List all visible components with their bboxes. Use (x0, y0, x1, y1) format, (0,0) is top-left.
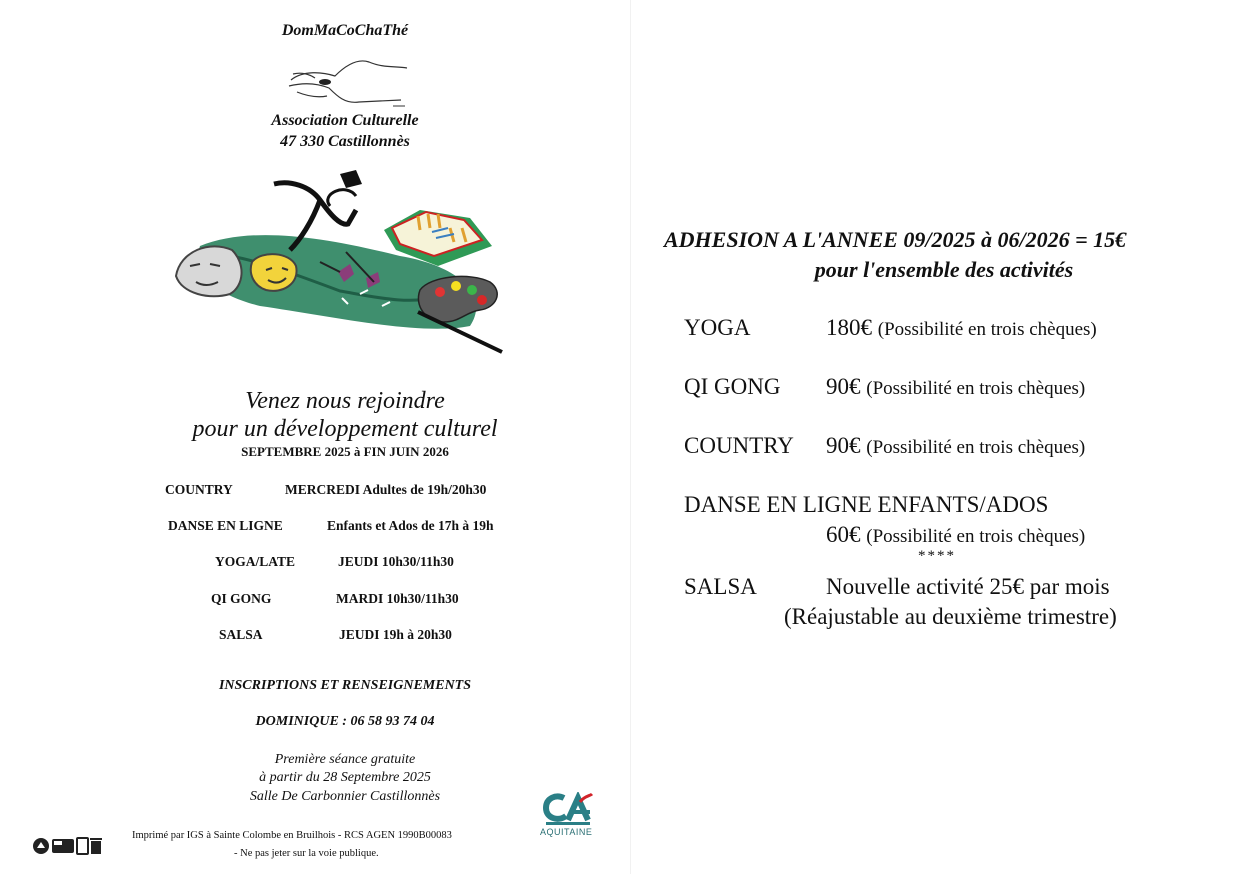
tagline-line-2: pour un développement culturel (192, 416, 498, 442)
activity-price-row (826, 522, 1085, 548)
activity-name: DANSE EN LIGNE ENFANTS/ADOS (684, 492, 1049, 517)
activity-payment-note: (Possibilité en trois chèques) (866, 378, 1086, 399)
activity-price: 180€ (826, 315, 872, 340)
membership-fee: ADHESION A L'ANNEE 09/2025 à 06/2026 = 15€ (664, 227, 1127, 252)
hand-logo-icon (283, 52, 413, 110)
credit-agricole-logo-icon (540, 792, 596, 826)
schedule-time: JEUDI 19h à 20h30 (339, 627, 452, 642)
activity-name: COUNTRY (684, 433, 794, 458)
separator: **** (918, 548, 956, 564)
activity-price: 60€ (826, 522, 861, 547)
paper-recycle-icon (77, 838, 88, 854)
first-session-line-2: à partir du 28 Septembre 2025 (259, 770, 431, 785)
printer-notice: Imprimé par IGS à Sainte Colombe en Bruilhois - RCS AGEN 1990B00083 (132, 830, 452, 841)
schedule-time: JEUDI 10h30/11h30 (338, 554, 454, 569)
culture-illustration-icon (170, 166, 510, 356)
disposal-notice: - Ne pas jeter sur la voie publique. (234, 848, 379, 859)
activity-price-row (826, 433, 1085, 459)
association-address: 47 330 Castillonnès (280, 133, 410, 150)
tagline-line-1: Venez nous rejoindre (245, 388, 445, 414)
schedule-activity: DANSE EN LIGNE (168, 518, 283, 533)
schedule-time: MARDI 10h30/11h30 (336, 591, 459, 606)
activity-name: QI GONG (684, 374, 781, 399)
activity-name: YOGA (684, 315, 751, 340)
activity-price-row (826, 315, 1097, 341)
eco-logos (32, 836, 104, 856)
association-title: Association Culturelle (271, 112, 419, 129)
triman-icon (52, 839, 74, 853)
activity-payment-note: (Possibilité en trois chèques) (877, 319, 1097, 340)
activity-price: 90€ (826, 433, 861, 458)
schedule-activity: QI GONG (211, 591, 272, 606)
contact-phone: DOMINIQUE : 06 58 93 74 04 (255, 714, 435, 729)
activity-name: SALSA (684, 574, 757, 599)
activity-payment-note: (Possibilité en trois chèques) (866, 526, 1086, 547)
membership-scope: pour l'ensemble des activités (814, 257, 1074, 282)
schedule-activity: YOGA/LATE (215, 554, 296, 569)
salsa-price: Nouvelle activité 25€ par mois (826, 574, 1110, 599)
brand-name: DomMaCoChaThé (281, 22, 409, 39)
first-session-location: Salle De Carbonnier Castillonnès (249, 789, 441, 804)
first-session-line-1: Première séance gratuite (274, 752, 416, 767)
activity-payment-note: (Possibilité en trois chèques) (866, 437, 1086, 458)
bin-icon (90, 838, 102, 854)
season-period: SEPTEMBRE 2025 à FIN JUIN 2026 (241, 444, 449, 459)
schedule-time: MERCREDI Adultes de 19h/20h30 (285, 482, 487, 497)
schedule-time: Enfants et Ados de 17h à 19h (327, 518, 494, 533)
sponsor-label: AQUITAINE (540, 827, 593, 837)
activity-price: 90€ (826, 374, 861, 399)
schedule-activity: COUNTRY (165, 482, 233, 497)
salsa-note: (Réajustable au deuxième trimestre) (784, 604, 1117, 629)
inscriptions-title: INSCRIPTIONS ET RENSEIGNEMENTS (218, 678, 472, 693)
recycle-icon (33, 838, 49, 854)
activity-price-row (826, 374, 1085, 400)
schedule-activity: SALSA (219, 627, 263, 642)
